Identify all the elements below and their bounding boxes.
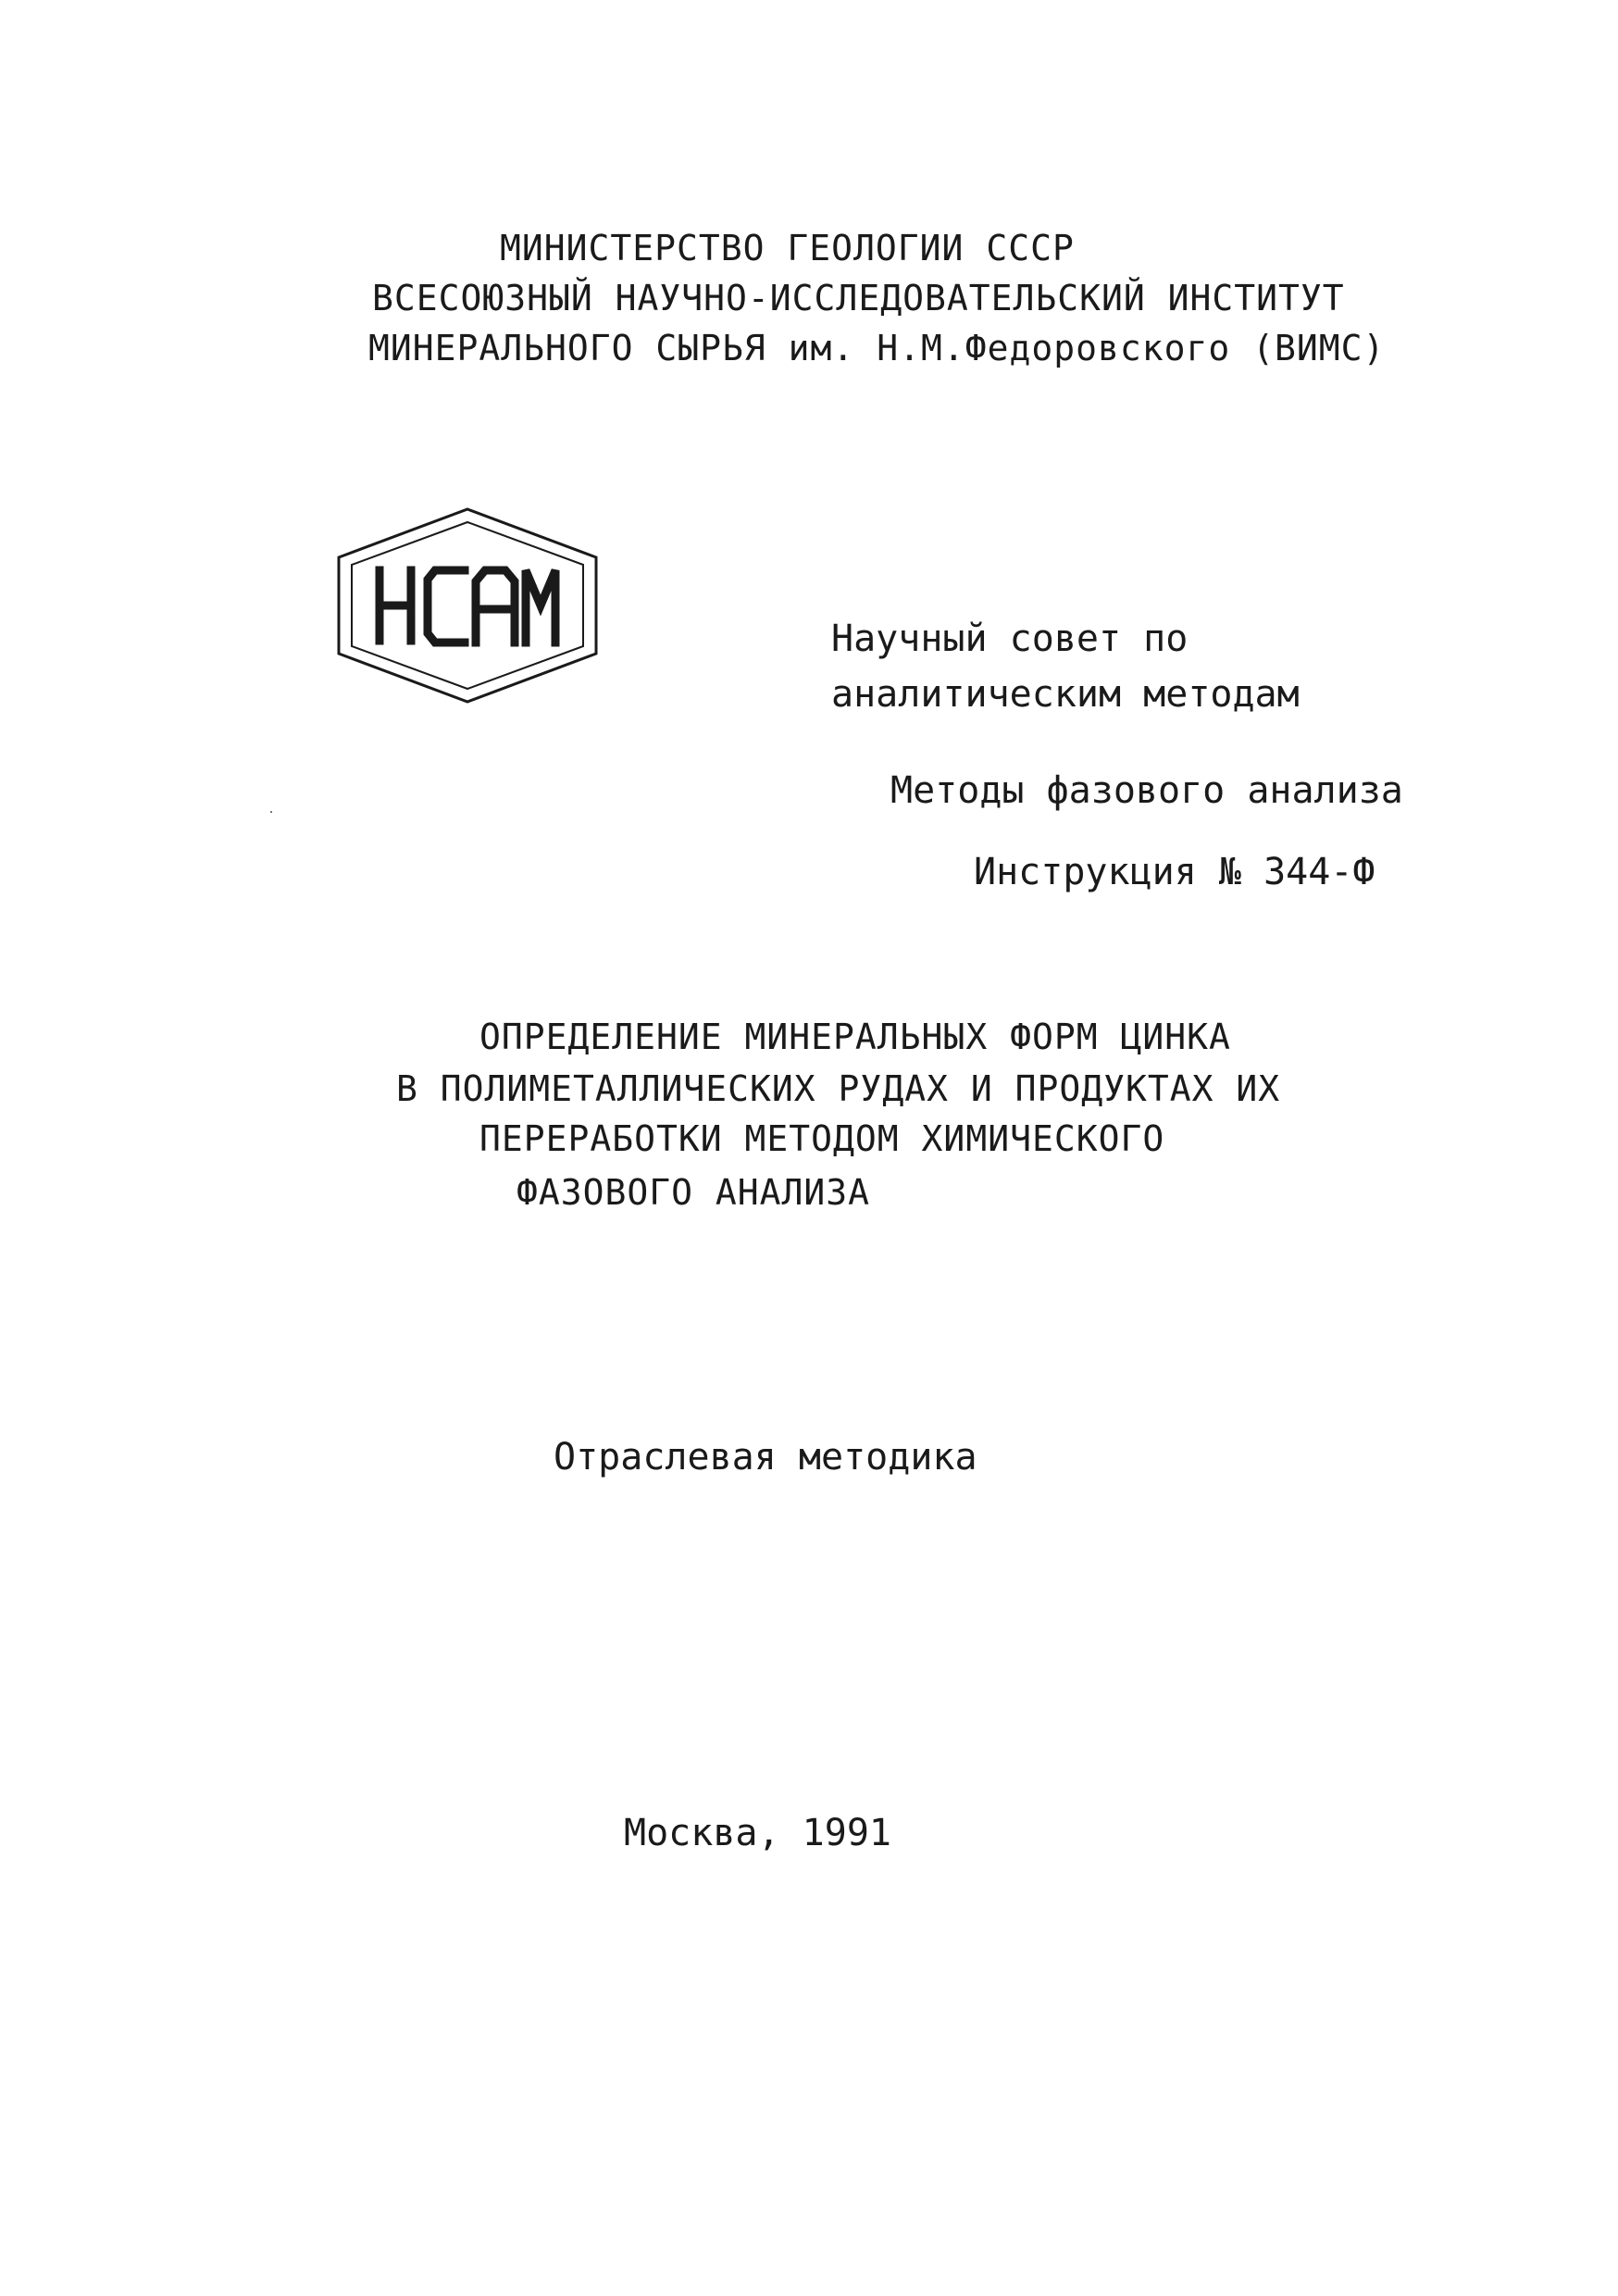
- institute-name-line1: ВСЕСОЮЗНЫЙ НАУЧНО-ИССЛЕДОВАТЕЛЬСКИЙ ИНСТИТУТ: [372, 278, 1345, 318]
- logo-text: НСАМ: [466, 617, 469, 618]
- document-title-line2: В ПОЛИМЕТАЛЛИЧЕСКИХ РУДАХ И ПРОДУКТАХ ИХ: [396, 1068, 1281, 1109]
- council-name-line2: аналитическим методам: [831, 673, 1300, 716]
- place-and-year: Москва, 1991: [624, 1812, 891, 1854]
- document-type: Отраслевая методика: [554, 1436, 977, 1479]
- institute-name-line2: МИНЕРАЛЬНОГО СЫРЬЯ им. Н.М.Федоровского (ВИМС): [368, 328, 1386, 368]
- ministry-name: МИНИСТЕРСТВО ГЕОЛОГИИ СССР: [500, 228, 1075, 268]
- instruction-number: Инструкция № 344-Ф: [974, 851, 1375, 893]
- scan-speck: [270, 811, 272, 813]
- document-title-line3: ПЕРЕРАБОТКИ МЕТОДОМ ХИМИЧЕСКОГО: [479, 1118, 1165, 1159]
- hexagon-emblem-icon: [335, 505, 600, 705]
- series-name: Методы фазового анализа: [890, 769, 1403, 812]
- council-name-line1: Научный совет по: [831, 618, 1189, 660]
- document-title-line4: ФАЗОВОГО АНАЛИЗА: [517, 1172, 871, 1213]
- document-title-line1: ОПРЕДЕЛЕНИЕ МИНЕРАЛЬНЫХ ФОРМ ЦИНКА: [479, 1017, 1231, 1057]
